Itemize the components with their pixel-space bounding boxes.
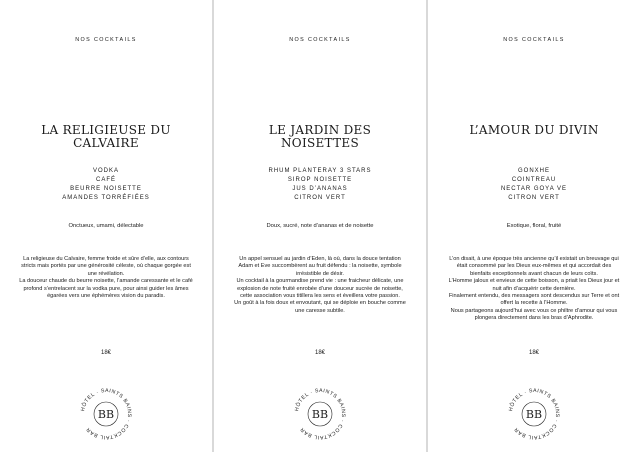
cocktail-panel bbox=[0, 0, 212, 452]
logo-monogram: BB bbox=[97, 408, 115, 421]
section-eyebrow: NOS COCKTAILS bbox=[503, 37, 565, 43]
price-label: 18€ bbox=[314, 350, 325, 356]
cocktail-title: LA RELIGIEUSE DU CALVAIRE bbox=[41, 123, 171, 150]
cocktail-story: La religieuse du Calvaire, femme froide et sûre d’elle, aux contours stricts mais portés par une générosité céleste, où chaque gorgée est une révélation. La douceur chaude du beurre noisette, l’amande caressante et le café profond s’entrelacent sur la vodka pure, pour ainsi guider les âmes égarées vers une éphémères vision du paradis. bbox=[19, 256, 193, 300]
flavor-tagline: Doux, sucré, note d’ananas et de noisette bbox=[266, 223, 374, 229]
ingredient-item: RHUM PLANTERAY 3 STARS bbox=[268, 168, 372, 174]
ingredient-list bbox=[428, 167, 640, 203]
ingredient-list bbox=[0, 167, 212, 203]
ingredient-item: COINTREAU bbox=[511, 177, 557, 183]
ingredient-item: SIROP NOISETTE bbox=[287, 177, 353, 183]
cocktail-panel bbox=[214, 0, 426, 452]
section-eyebrow: NOS COCKTAILS bbox=[75, 37, 137, 43]
hotel-logo bbox=[78, 386, 134, 442]
section-eyebrow: NOS COCKTAILS bbox=[289, 37, 351, 43]
ingredient-list bbox=[214, 167, 426, 203]
ingredient-item: NECTAR GOYA VE bbox=[500, 186, 568, 192]
ingredient-item: CITRON VERT bbox=[294, 195, 346, 201]
flavor-tagline: Exotique, floral, fruité bbox=[506, 223, 562, 229]
ingredient-item: JUS D’ANANAS bbox=[292, 186, 348, 192]
ingredient-item: GONXHE bbox=[517, 168, 550, 174]
cocktail-story: Un appel sensuel au jardin d’Eden, là où, dans la douce tentation Adam et Eve succombèrent au fruit défendu : la noisette, symbole irrésistible de désir. Un cocktail à la gourmandise prend vie : une fraicheur délicate, une explosion de note fruité enrobée d’une douceur sucrée de noisette, cette association vous titillera les sens et éveillera votre passion. Un goût à la fois doux et envoutant, qui se déploie en bouche comme une caresse subtile. bbox=[234, 256, 406, 314]
ingredient-item: CITRON VERT bbox=[508, 195, 560, 201]
logo-ring-text: HÔTEL · SAINTS BAINS · COCKTAIL BAR bbox=[80, 387, 133, 441]
hotel-logo bbox=[292, 386, 348, 442]
logo-emblem bbox=[78, 386, 134, 442]
ingredient-item: AMANDES TORRÉFIÉES bbox=[62, 195, 150, 201]
cocktail-panel bbox=[428, 0, 640, 452]
logo-ring-text: HÔTEL · SAINTS BAINS · COCKTAIL BAR bbox=[294, 387, 347, 441]
logo-emblem bbox=[506, 386, 562, 442]
price-label: 18€ bbox=[528, 350, 539, 356]
logo-monogram: BB bbox=[311, 408, 329, 421]
ingredient-item: VODKA bbox=[92, 168, 119, 174]
cocktail-title: LE JARDIN DES NOISETTES bbox=[268, 123, 372, 150]
logo-ring-text: HÔTEL · SAINTS BAINS · COCKTAIL BAR bbox=[508, 387, 561, 441]
price-label: 18€ bbox=[100, 350, 111, 356]
flavor-tagline: Onctueux, umami, délectable bbox=[68, 223, 144, 229]
ingredient-item: CAFÉ bbox=[95, 177, 116, 183]
logo-monogram: BB bbox=[525, 408, 543, 421]
ingredient-item: BEURRE NOISETTE bbox=[70, 186, 142, 192]
logo-emblem bbox=[292, 386, 348, 442]
cocktail-title: L’AMOUR DU DIVIN bbox=[469, 123, 599, 137]
cocktail-story: L’on disait, à une époque très ancienne qu’il existait un breuvage qui était consommé par les Dieux eux-mêmes et qui accordait des bienfaits exceptionnels avant chacun de leurs coïts. L’Homme jaloux et envieux de cette boisson, a priait les Dieux jour et nuit afin d’acquérir cette dernière. Finalement entendu, des messagers sont descendus sur Terre et ont offert la recette à l’Homme. Nous partageons aujourd’hui avec vous ce philtre d’amour qui vous plongera directement dans les bras d’Aphrodite. bbox=[448, 256, 620, 322]
hotel-logo bbox=[506, 386, 562, 442]
